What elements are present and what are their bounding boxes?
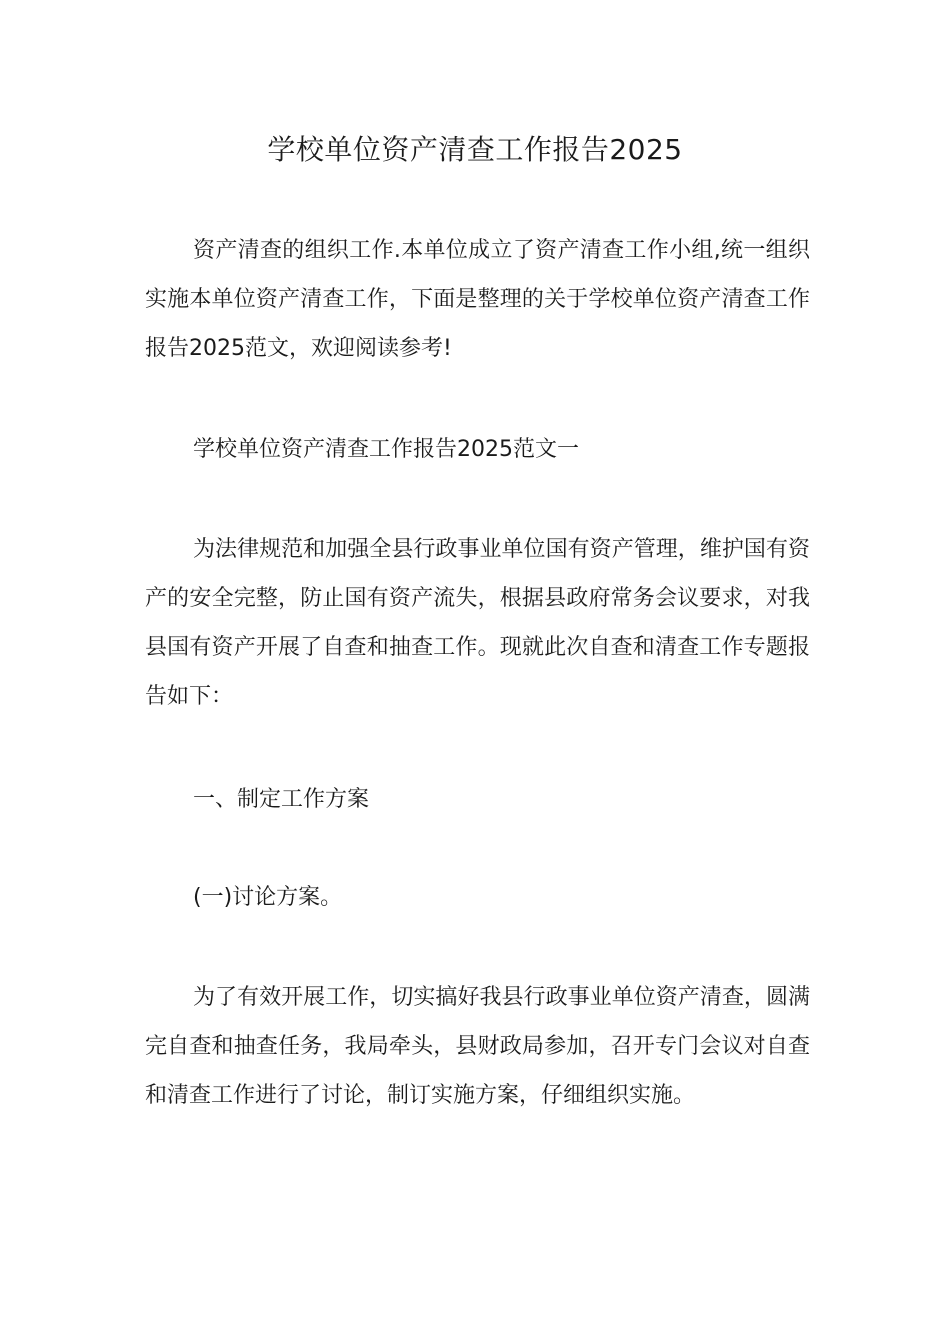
document-title: 学校单位资产清查工作报告2025 xyxy=(267,133,683,166)
body-paragraph: 为了有效开展工作，切实搞好我县行政事业单位资产清查，圆满完自查和抽查任务，我局牵头，县财政局参加，召开专门会议对自查和清查工作进行了讨论，制订实施方案，仔细组织实施。 xyxy=(145,985,810,1108)
subsection-heading: (一)讨论方案。 xyxy=(193,885,343,910)
body-paragraph: 为法律规范和加强全县行政事业单位国有资产管理，维护国有资产的安全完整，防止国有资产流失，根据县政府常务会议要求，对我县国有资产开展了自查和抽查工作。现就此次自查和清查工作专题报告如下： xyxy=(145,537,810,709)
section-heading-sample-one: 学校单位资产清查工作报告2025范文一 xyxy=(193,437,579,462)
intro-paragraph: 资产清查的组织工作.本单位成立了资产清查工作小组,统一组织实施本单位资产清查工作，下面是整理的关于学校单位资产清查工作报告2025范文，欢迎阅读参考! xyxy=(145,238,810,361)
section-heading-one: 一、制定工作方案 xyxy=(193,787,370,812)
